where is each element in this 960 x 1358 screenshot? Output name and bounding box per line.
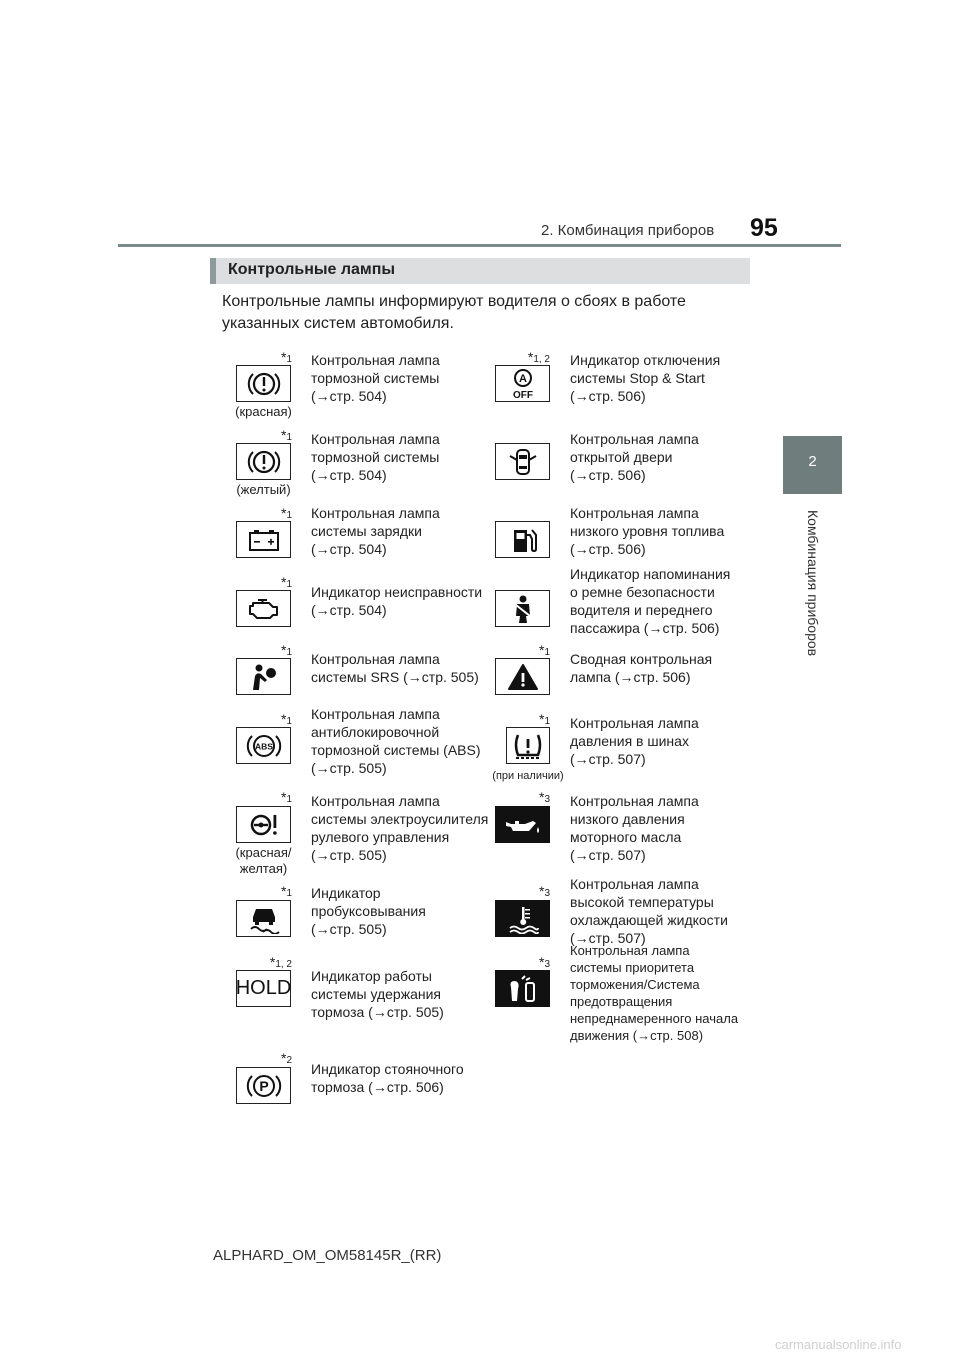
- section-title: Контрольные лампы: [228, 261, 396, 278]
- lamp-description: Контрольная лампа низкого уровня топлива (→стр. 506): [570, 505, 725, 557]
- note-marker: *1: [280, 574, 292, 590]
- intro-text: Контрольные лампы информируют водителя о сбоях в работе указанных систем автомобиля.: [222, 293, 686, 332]
- check-engine-icon: [236, 590, 291, 627]
- lamp-description: Контрольная лампа давления в шинах (→стр. 507): [570, 715, 699, 767]
- lamp-description: Контрольная лампа тормозной системы (→стр. 504): [311, 352, 440, 404]
- lamp-description: Контрольная лампа тормозной системы (→стр. 504): [311, 431, 440, 483]
- hold-icon: [236, 970, 291, 1007]
- lamp-description: Контрольная лампа системы зарядки (→стр. 504): [311, 505, 440, 557]
- svg-text:ABS: ABS: [254, 741, 273, 751]
- note-marker: *1: [280, 349, 292, 365]
- lamp-description: Контрольная лампа системы SRS (→стр. 505): [311, 651, 479, 685]
- lamp-description: Контрольная лампа высокой температуры охлаждающей жидкости (→стр. 507): [570, 876, 728, 946]
- lamp-description: Сводная контрольная лампа (→стр. 506): [570, 651, 713, 685]
- page-number: 95: [750, 214, 778, 242]
- power-steering-icon: [236, 806, 291, 843]
- open-door-icon: [495, 443, 550, 480]
- coolant-temp-icon: [495, 900, 550, 937]
- lamp-description: Индикатор работы системы удержания тормоза (→стр. 505): [311, 968, 444, 1020]
- section-title-bar: [210, 258, 750, 284]
- note-marker: *3: [538, 954, 550, 970]
- svg-text:P: P: [258, 1077, 269, 1094]
- brake-warning-icon: [236, 443, 291, 480]
- lamp-description: Индикатор неисправности (→стр. 504): [311, 584, 483, 618]
- lamp-color-label: (красная/ желтая): [235, 845, 292, 876]
- fuel-icon: [495, 521, 550, 558]
- battery-icon: [236, 521, 291, 558]
- lamp-description: Индикатор пробуксовывания (→стр. 505): [311, 885, 426, 937]
- chapter-side-label: Комбинация приборов: [805, 510, 821, 657]
- stop-start-off-icon: [495, 365, 550, 402]
- abs-icon: [236, 727, 291, 764]
- brake-warning-icon: [236, 365, 291, 402]
- svg-text:A: A: [518, 372, 527, 385]
- watermark: carmanualsonline.info: [775, 1337, 902, 1352]
- airbag-icon: [236, 658, 291, 695]
- lamp-description: Индикатор напоминания о ремне безопасности водителя и переднего пассажира (→стр. 506): [570, 566, 731, 636]
- slip-indicator-icon: [236, 900, 291, 937]
- oil-pressure-icon: [495, 806, 550, 843]
- lamp-availability-label: (при наличии): [492, 770, 564, 782]
- header-section: 2. Комбинация приборов: [541, 222, 715, 239]
- note-marker: *1, 2: [527, 349, 550, 365]
- lamp-description: Контрольная лампа системы приоритета торможения/Система предотвращения непреднамеренного начала движения (→стр. 508): [570, 943, 739, 1043]
- note-marker: *3: [538, 789, 550, 805]
- note-marker: *1: [280, 883, 292, 899]
- note-marker: *1: [280, 642, 292, 658]
- header-rule: [118, 244, 841, 247]
- lamp-description: Контрольная лампа открытой двери (→стр. 506): [570, 431, 699, 483]
- tire-pressure-icon: [506, 727, 550, 764]
- note-marker: *1: [280, 711, 292, 727]
- note-marker: *1: [538, 642, 550, 658]
- note-marker: *1: [538, 711, 550, 727]
- lamp-description: Контрольная лампа низкого давления моторного масла (→стр. 507): [570, 793, 699, 863]
- note-marker: *1, 2: [269, 954, 292, 970]
- note-marker: *1: [280, 427, 292, 443]
- note-marker: *1: [280, 789, 292, 805]
- lamp-color-label: (красная): [235, 404, 292, 419]
- note-marker: *1: [280, 505, 292, 521]
- chapter-tab[interactable]: 2: [783, 436, 842, 494]
- lamp-description: Индикатор отключения системы Stop & Start (→стр. 506): [570, 352, 721, 404]
- note-marker: *2: [280, 1050, 292, 1066]
- lamp-description: Контрольная лампа антиблокировочной тормозной системы (ABS) (→стр. 505): [311, 706, 481, 776]
- svg-text:OFF: OFF: [512, 389, 533, 401]
- lamp-description: Индикатор стояночного тормоза (→стр. 506): [311, 1061, 464, 1095]
- document-code: ALPHARD_OM_OM58145R_(RR): [213, 1247, 442, 1264]
- hold-label: HOLD: [235, 977, 292, 999]
- master-warning-icon: [495, 658, 550, 695]
- note-marker: *3: [538, 883, 550, 899]
- parking-brake-icon: [236, 1067, 291, 1104]
- lamp-color-label: (желтый): [236, 482, 291, 497]
- lamp-description: Контрольная лампа системы электроусилителя рулевого управления (→стр. 505): [311, 793, 489, 863]
- seatbelt-icon: [495, 590, 550, 627]
- brake-override-icon: [495, 970, 550, 1007]
